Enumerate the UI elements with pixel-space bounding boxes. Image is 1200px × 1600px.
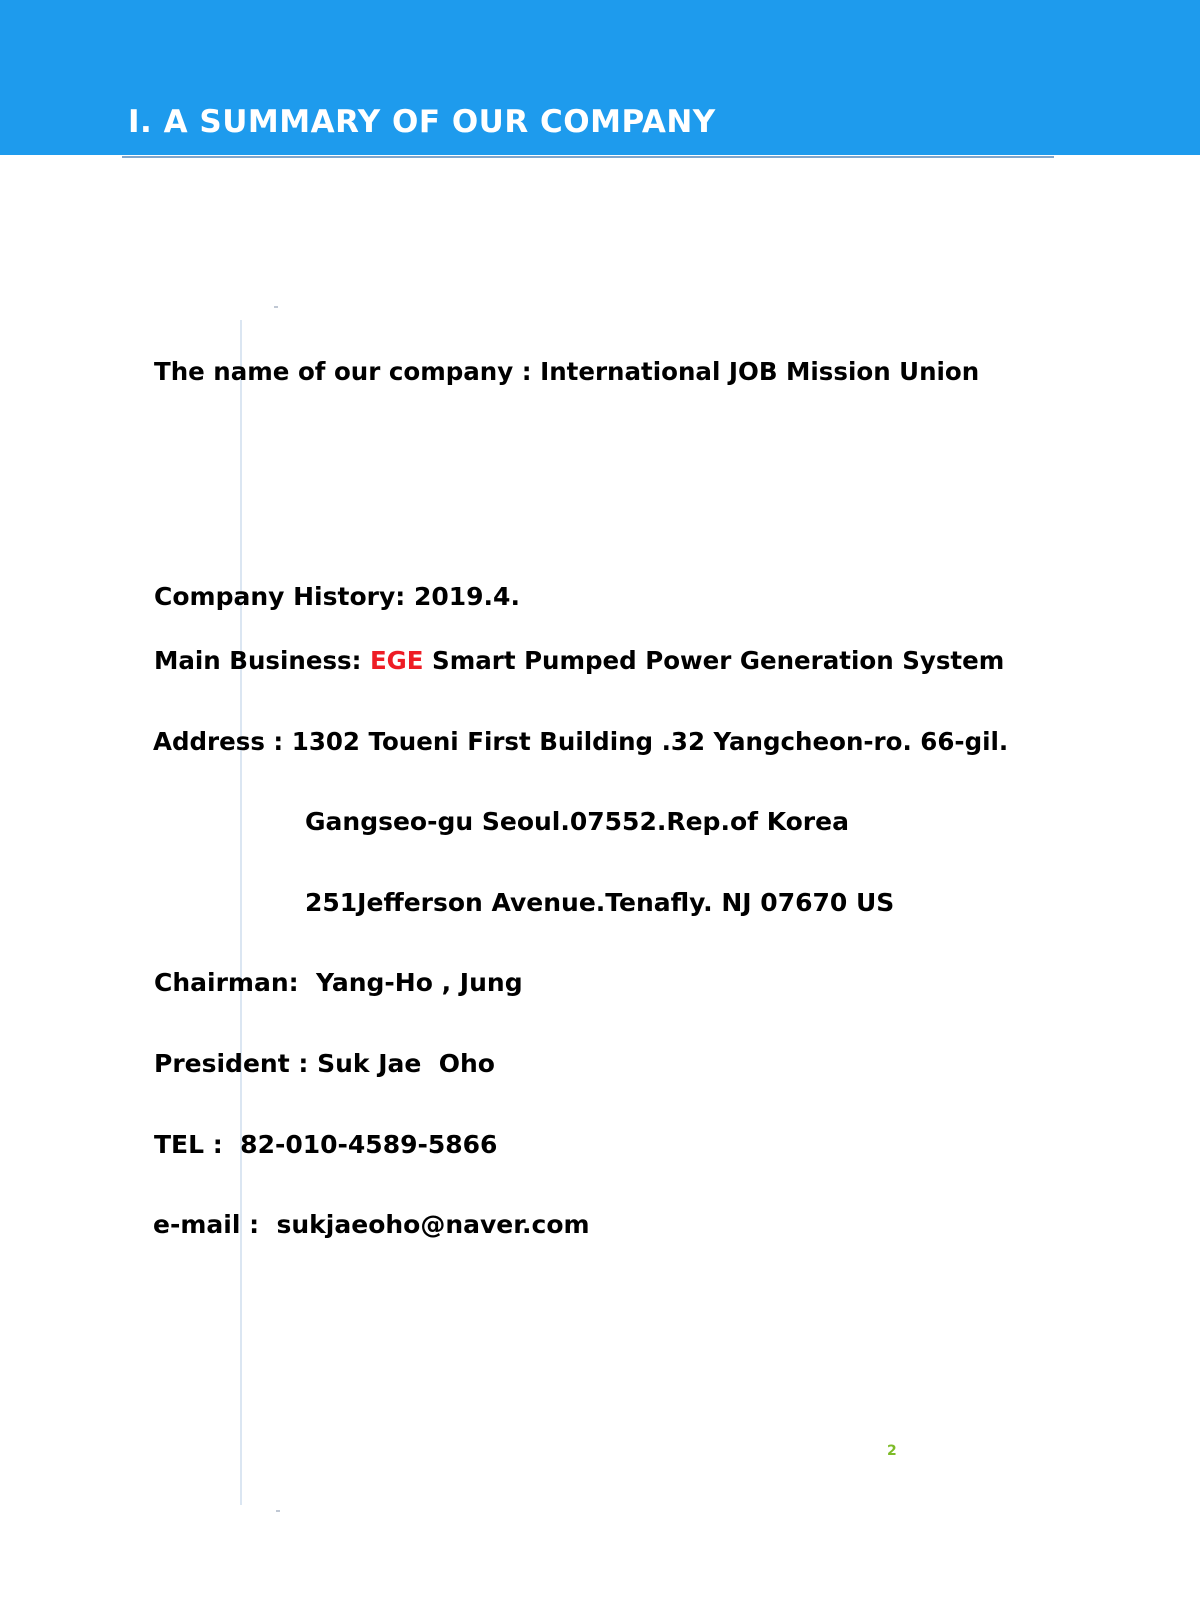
header-band (0, 0, 1200, 155)
company-name-label: The name of our company : (154, 357, 541, 386)
page-number: 2 (887, 1443, 897, 1459)
scan-speck (274, 306, 278, 308)
chairman-label: Chairman: (154, 968, 317, 997)
address-label: Address : (153, 727, 292, 756)
telephone-line (154, 1129, 497, 1161)
header-divider (122, 156, 1054, 158)
company-history-value: 2019.4. (413, 582, 520, 611)
president-value: Suk Jae Oho (317, 1049, 495, 1078)
president-label: President : (154, 1049, 318, 1078)
address-line-2: Gangseo-gu Seoul.07552.Rep.of Korea (305, 807, 849, 836)
address-value-1: 1302 Toueni First Building .32 Yangcheon-ro. 66-gil. (291, 727, 1009, 756)
address-line-3: 251Jefferson Avenue.Tenafly. NJ 07670 US (305, 888, 895, 917)
chairman-value: Yang-Ho , Jung (316, 968, 523, 997)
company-name-line (154, 356, 979, 388)
main-business-value: Smart Pumped Power Generation System (423, 646, 1005, 675)
email-line (153, 1209, 590, 1241)
company-history-label: Company History: (154, 582, 414, 611)
company-name-value: International JOB Mission Union (540, 357, 980, 386)
main-business-line (154, 645, 1004, 677)
telephone-value: 82-010-4589-5866 (240, 1130, 498, 1159)
email-label: e-mail : (153, 1210, 277, 1239)
company-history-line (154, 581, 520, 613)
main-business-highlight: EGE (369, 646, 424, 675)
section-heading: I. A SUMMARY OF OUR COMPANY (128, 104, 716, 140)
chairman-line (154, 967, 523, 999)
president-line (154, 1048, 495, 1080)
main-business-label: Main Business: (154, 646, 370, 675)
address-line-1 (153, 726, 1008, 758)
scan-speck (276, 1510, 280, 1512)
telephone-label: TEL : (154, 1130, 241, 1159)
margin-guide-line (240, 320, 242, 1505)
email-value: sukjaeoho@naver.com (276, 1210, 590, 1239)
